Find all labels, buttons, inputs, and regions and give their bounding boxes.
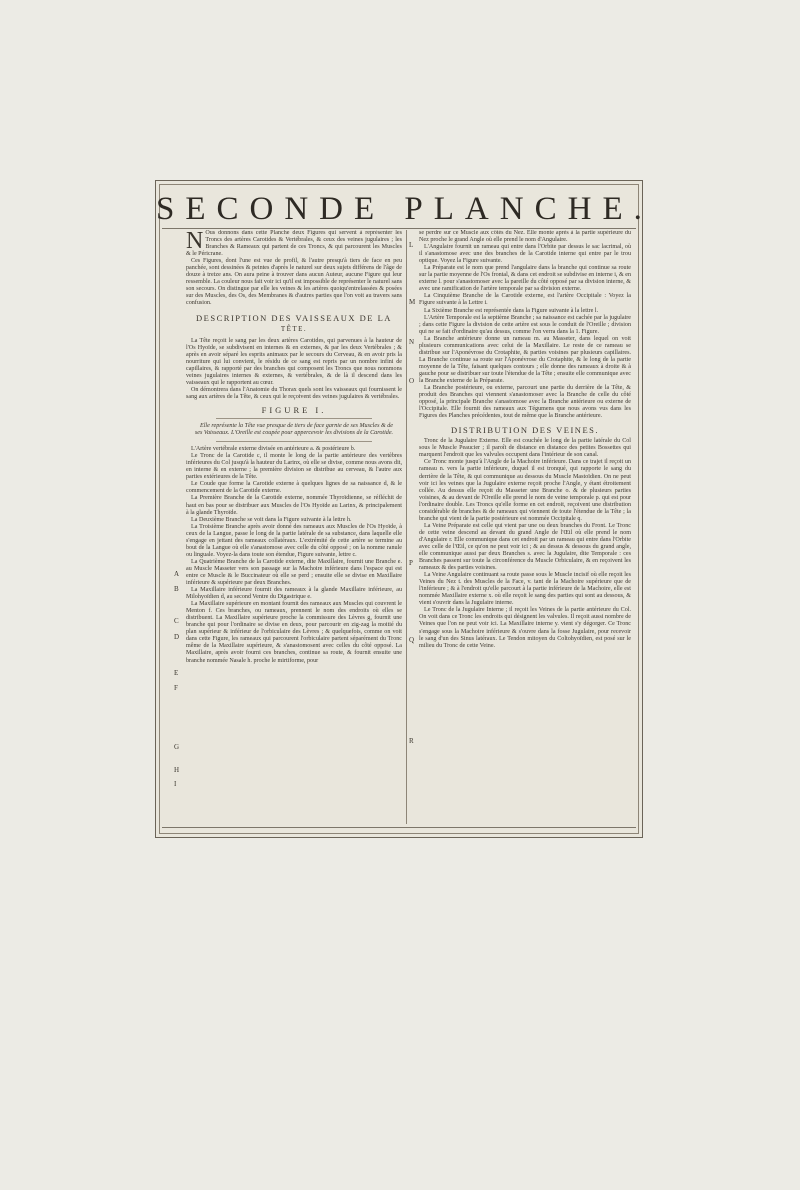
margin-letter-r: R	[409, 737, 414, 745]
figure-caption: Elle représente la Tête vue presque de tiers de face garnie de ses Muscles & de ses Vaisseaux. L'Oreille est coupée pour appercevoir les divisions de la Carotide.	[194, 423, 394, 437]
paragraph: Ces Figures, dont l'une est vue de profil, & l'autre presqu'à tiers de face en peu panchée, sont dessinées & peintes d'après le naturel sur deux sujets différens de l'âge de douze à treize ans. On aura peine à trouver dans aucun Auteur, aucune Figure qui leur ressemble. La couleur nous fait voir ici qu'il est impossible de représenter le naturel sans son secours. On distingue par elle les veines & les artères quoiqu'entrelassées & posées sur des Muscles, des Os, des Membranes & d'autres parties que l'on voit au travers sans confusion.	[186, 258, 402, 307]
paragraph: La Branche postérieure, ou externe, parcourt une partie du derrière de la Tête, & produit des Branches qui viennent s'anastomoser avec la Branche de celle du côté opposé, la principale Branche s'anastomose avec la Branche antérieure ou externe de l'Occipitale. Elle fournit des rameaux aux Tégumens que nous avons vus dans les Figures des Planches précédentes, tout de même que la Branche antérieure.	[419, 385, 631, 420]
paragraph: La Quatrième Branche de la Carotide externe, dite Maxillaire, fournit une Branche e. au Muscle Masseter vers son passage sur la Machoire inférieure dans l'espace qui est entre ce Muscle & le Buccinateur où elle se perd ; ensuite elle se divise en Maxillaire inférieure & supérieure par deux Branches.	[186, 558, 402, 587]
paragraph: La Tête reçoit le sang par les deux artères Carotides, qui parvenues à la hauteur de l'Os Hyoïde, se subdivisent en internes & en externes, & par les deux Vertébrales ; & après en avoir séparé les esprits animaux par le secours du Cerveau, & en avoir pris la nourriture qui lui convient, le résidu de ce sang est repris par un nombre infini de capillaires, & rapporté par des branches qui composent les Troncs que nous nommons veines jugulaires internes & externes, & vertébrales, & de là il descend dans les vaisseaux qui le rapportent au cœur.	[186, 337, 402, 386]
title-rule	[162, 228, 636, 229]
margin-letter-o: O	[409, 377, 415, 385]
left-column	[186, 230, 402, 825]
drop-cap: N	[186, 230, 204, 254]
plate-title: SECONDE PLANCHE.	[156, 191, 653, 227]
paragraph: La Maxillaire inférieure fournit des rameaux à la glande Maxillaire inférieure, au Milohyoïdien d, au second Ventre du Digastrique e.	[186, 587, 402, 601]
paragraph: La Troisième Branche après avoir donné des rameaux aux Muscles de l'Os Hyoïde, à ceux de la Langue, passe le long de la partie latérale de sa substance, dans laquelle elle s'engage en jettant des rameaux collatéraux. L'extrémité de cette artère se termine au bout de la Langue où elle s'anastomose avec celle du côté opposé ; on la nomme ranule ou linguale. Voyez-la dans toute son étendue, Figure suivante, lettre c.	[186, 523, 402, 558]
margin-letter-m: M	[409, 298, 416, 306]
paragraph: La Veine Préparate est celle qui vient par une ou deux branches du Front. Le Tronc de cette veine descend au devant du grand Angle de l'Œil où elle prend le nom d'Angulaire r. Elle communique dans cet endroit par un rameau qui entre dans l'Orbite avec celle de l'Œil, ce qu'on ne peut voir ici ; & au dessus & dessous du grand angle, elle communique aussi par deux Branches s. avec la Jugulaire, dite Temporale : ces Branches passent sur toute la circonférence du Muscle Orbiculaire, & en reçoivent les rameaux & des parties voisines.	[419, 522, 631, 572]
paragraph: La Cinquième Branche de la Carotide externe, est l'artère Occipitale : Voyez la Figure suivante à la Lettre i.	[419, 293, 631, 307]
section-heading: DESCRIPTION DES VAISSEAUX DE LA	[196, 312, 392, 323]
margin-letter-g: G	[174, 743, 180, 751]
paragraph: se perdre sur ce Muscle aux côtés du Nez. Elle monte après à la partie supérieure du Nez proche le grand Angle où elle prend le nom d'Angulaire.	[419, 230, 631, 244]
paragraph: La Première Branche de la Carotide externe, nommée Thyroïdienne, se réfléchit de haut en bas pour se distribuer aux Muscles de l'Os Hyoïde au Larinx, & principalement à la glande Thyroïde.	[186, 495, 402, 516]
margin-letter-d: D	[174, 633, 180, 641]
margin-letter-f: F	[174, 684, 178, 692]
paragraph: Le Coude que forme la Carotide externe à quelques lignes de sa naissance d, & le commencement de la Carotide externe.	[186, 481, 402, 495]
figure-label: FIGURE I.	[261, 404, 327, 415]
bottom-rule	[162, 827, 636, 828]
divider	[216, 418, 372, 419]
right-column	[419, 230, 631, 825]
margin-letter-c: C	[174, 617, 179, 625]
paragraph: La Deuxième Branche se voit dans la Figure suivante à la lettre h.	[191, 516, 352, 523]
column-divider	[406, 230, 407, 824]
paragraph: Le Tronc de la Carotide c, il monte le long de la partie antérieure des vertèbres inférieures du Col jusqu'à la hauteur du Larinx, où elle se divise, comme nous avons dit, en interne & en externe ; la première division se distribue au cerveau, & l'autre aux parties extérieures de la Tête.	[186, 453, 402, 481]
paragraph: La Préparate est le nom que prend l'angulaire dans la branche qui continue sa route sur la partie moyenne de l'Os frontal, & dans cet endroit se subdivise en interne i, & en externe l. pour s'anastomoser avec la pareille du côté opposé par sa division interne, & avec une ramification de l'artère temporale par sa division externe.	[419, 265, 631, 293]
margin-letter-l: L	[409, 241, 414, 249]
margin-letter-p: P	[409, 559, 413, 567]
paragraph: La Sixième Branche est représentée dans la Figure suivante à la lettre l.	[424, 307, 599, 314]
margin-letter-i: I	[174, 780, 177, 788]
paragraph: La Branche antérieure donne un rameau m. au Masseter, dans lequel on voit plusieurs communications avec celui de la Maxillaire. Le reste de ce rameau se distribue sur l'Aponévrose du Crotaphite, & parties voisines par plusieurs capillaires. La Branche continue sa route sur l'Aponévrose du Crotaphite, & le long de la partie moyenne de la Tête, faisant quelques contours ; elle donne des rameaux à droite & à gauche pour se distribuer sur toute l'étendue de la Tête ; ensuite elle communique avec la Branche externe de la Préparate.	[419, 335, 631, 384]
intro-paragraph	[186, 230, 402, 258]
paragraph: Tronc de la Jugulaire Externe. Elle est couchée le long de la partie latérale du Col sous le Muscle Peaucier ; il paroît de distance en distance des petites Bossettes qui marquent l'endroit que les valvules occupent dans l'intérieur de son canal.	[419, 438, 631, 459]
paragraph: Ce Tronc monte jusqu'à l'Angle de la Machoire inférieure. Dans ce trajet il reçoit un rameau n. vers la partie inférieure, duquel il est tronqué, qui rapporte le sang du derrière de la Tête, & qui communique au dessous du Muscle Mastoïdien. On ne peut voir ici les veines que la Jugulaire externe reçoit proche l'Angle, y étant étroitement collée. Au dessus elle reçoit du Masseter une Branche o. & de plusieurs parties voisines, & au devant de l'Oreille elle prend le nom de veine temporale p. qui est pour l'ordinaire double. Les Troncs qu'elle forme en cet endroit, reçoivent une distribution considérable de branches & de rameaux qui viennent de toute l'étendue de la Tête ; la branche qui vient de la partie postérieure est nommée Occipitale q.	[419, 459, 631, 522]
paragraph: L'Artère Temporale est la septième Branche ; sa naissance est cachée par la jugulaire ; dans cette Figure la division de cette artère est sous le conduit de l'Oreille ; division qui ne se fait d'ordinaire qu'au dessus, comme l'on verra dans la 1. Figure.	[419, 314, 631, 335]
paragraph: On démontrera dans l'Anatomie du Thorax quels sont les vaisseaux qui fournissent le sang aux artères de la Tête, & ceux qui le reçoivent des veines jugulaires & vertébrales.	[186, 386, 402, 400]
paragraph: La Veine Angulaire continuant sa route passe sous le Muscle incisif où elle reçoit les Veines du Nez t. des Muscles de la Face, v. tant de la Machoire supérieure que de l'inférieure ; & à l'endroit qu'elle parcourt à la partie inférieure de la Machoire, elle est nommée Maxillaire externe x. où elle reçoit le sang des parties qui sont au dessous, & vient s'ouvrir dans la Jugulaire interne.	[419, 572, 631, 607]
paragraph: La Maxillaire supérieure en montant fournit des rameaux aux Muscles qui couvrent le Menton f. Ces branches, ou rameaux, prennent le nom des endroits où elles se distribuent. La Maxillaire supérieure proche la commissure des Lèvres g, fournit une branche qui pour l'ordinaire se divise en deux, pour parcourir en zig-zag la moitié du plan supérieur & inférieur de l'orbiculaire des Lèvres ; & quelquefois, comme on voit dans cette Figure, les rameaux qui parcourent l'orbiculaire partent séparément du Tronc même de la Maxillaire supérieure, & s'anastomosent avec celles du côté opposé. La Maxillaire, après avoir fourni ces branches, continue sa route, & fournit ensuite une branche nommée Nasale h. proche le mirtiforme, pour	[186, 601, 402, 664]
paragraph: L'Artère vertébrale externe divisée en antérieure a. & postérieure b.	[191, 446, 356, 453]
margin-letter-a: A	[174, 570, 180, 578]
margin-letter-h: H	[174, 766, 180, 774]
margin-letter-q: Q	[409, 636, 415, 644]
paragraph: Le Tronc de la Jugulaire Interne ; il reçoit les Veines de la partie antérieure du Col. On voit dans ce Tronc les endroits qui désignent les valvules. Il reçoit aussi nombre de Veines que l'on ne peut voir ici. La Maxillaire interne y. vient s'y dégorger. Ce Tronc s'engage sous la Machoire inférieure & s'ouvre dans la fosse Jugulaire, pour recevoir le sang d'un des Sinus latéraux. Le Tendon mitoyen du Coltohyoïdien, est posé sur le milieu du Tronc de cette Veine.	[419, 607, 631, 649]
intro-text: Ous donnons dans cette Planche deux Figures qui servent à représenter les Troncs des artères Carotides & Vertébrales, & ceux des veines jugulaires ; les Branches & Rameaux qui partent de ces Troncs, & qui parcourent les Muscles & le Péricrane.	[186, 230, 402, 258]
margin-letter-b: B	[174, 585, 179, 593]
margin-letter-n: N	[409, 338, 415, 346]
divider	[216, 441, 372, 442]
section-heading: DISTRIBUTION DES VEINES.	[451, 425, 599, 436]
margin-letter-e: E	[174, 669, 179, 677]
plate-sheet	[155, 180, 653, 838]
paragraph: L'Angulaire fournit un rameau qui entre dans l'Orbite par dessus le sac lacrimal, où il s'anastomose avec une des branches de la Carotide interne qui entre par le trou optique. Voyez la Figure suivante.	[419, 244, 631, 265]
section-subheading: TÊTE.	[280, 324, 308, 333]
